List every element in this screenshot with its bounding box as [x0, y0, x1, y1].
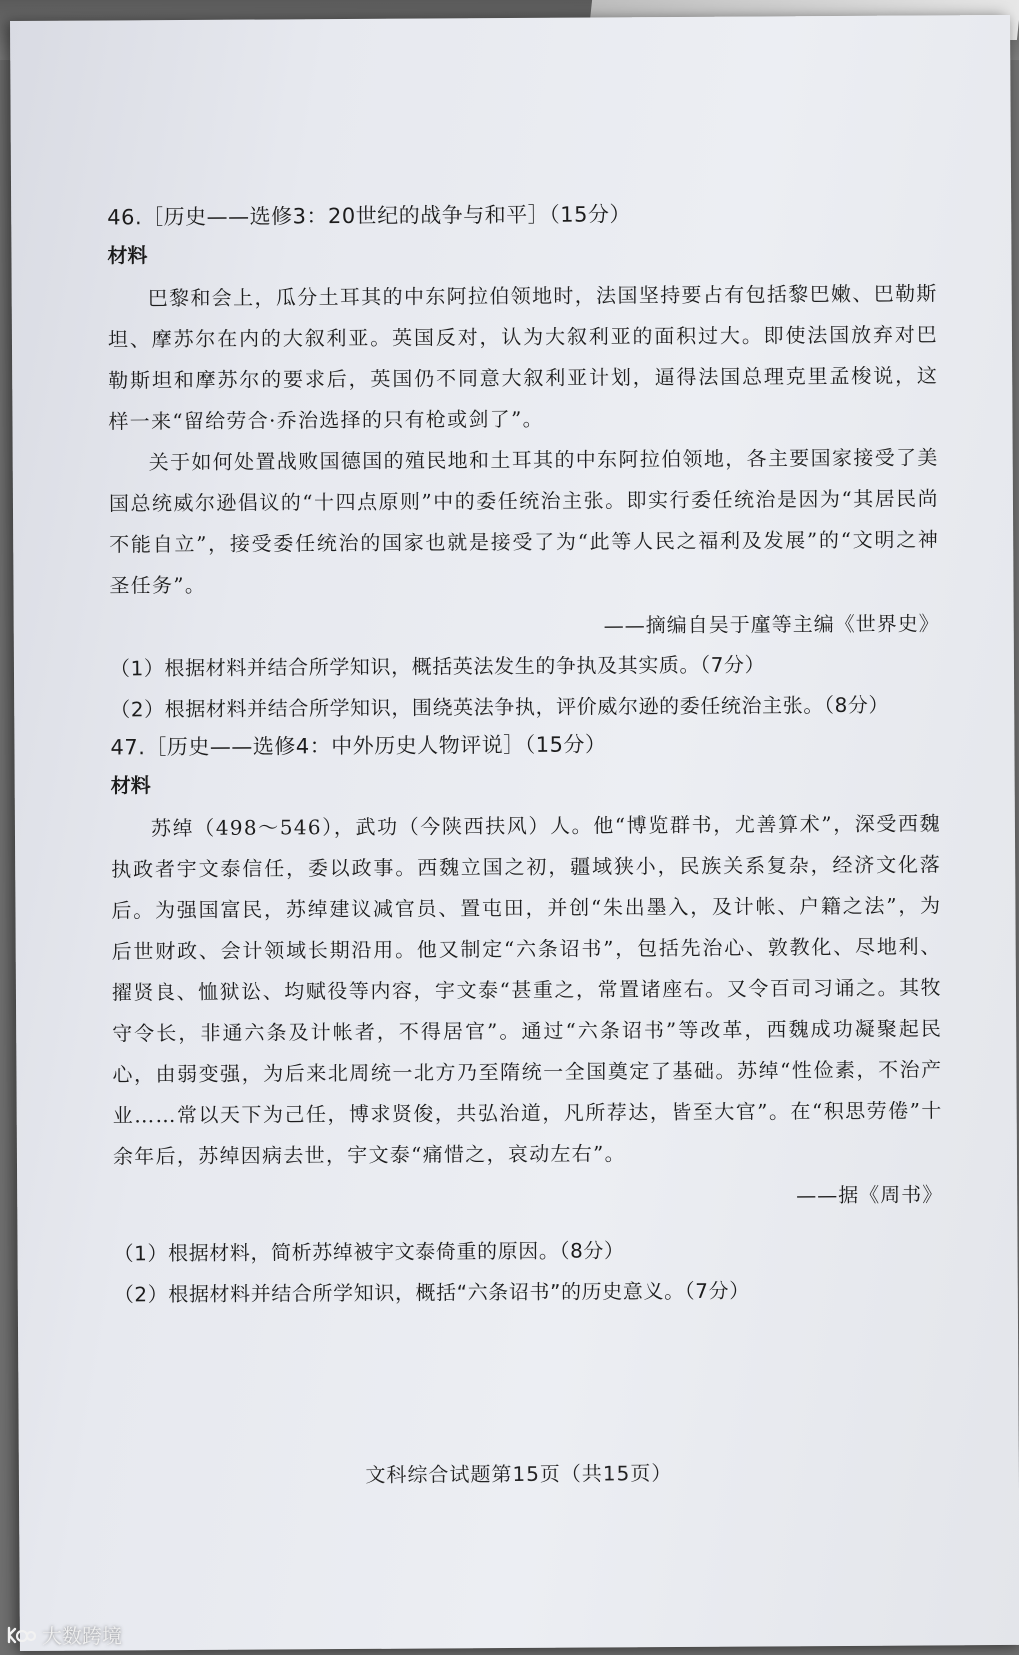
kuajing-logo-icon — [6, 1624, 36, 1646]
material-paragraph: 苏绰（498～546），武功（今陕西扶风）人。他“博览群书，尤善算术”，深受西魏执政者宇文泰信任，委以政事。西魏立国之初，疆域狭小，民族关系复杂，经济文化落后。为强国富民，苏绰建议减官员、置屯田，并创“朱出墨入，及计帐、户籍之法”，为后世财政、会计领域长期沿用。他又制定“六条诏书”，包括先治心、敦教化、尽地利、擢贤良、恤狱讼、均赋役等内容，宇文泰“甚重之，常置诸座右。又令百司习诵之。其牧守令长，非通六条及计帐者，不得居官”。通过“六条诏书”等改革，西魏成功凝聚起民心，由弱变强，为后来北周统一北方乃至隋统一全国奠定了基础。苏绰“性俭素，不治产业……常以天下为己任，博求贤俊，共弘治道，凡所荐达，皆至大官”。在“积思劳倦”十余年后，苏绰因病去世，宇文泰“痛惜之，哀动左右”。 — [111, 811, 943, 1169]
question-47 — [110, 725, 944, 1315]
question-47-part-1: （1）根据材料，简析苏绰被宇文泰倚重的原因。（8分） — [113, 1238, 625, 1266]
material-paragraph-2: 关于如何处置战败国德国的殖民地和土耳其的中东阿拉伯领地，各主要国家接受了美国总统威尔逊倡议的“十四点原则”中的委任统治主张。即实行委任统治是因为“其居民尚不能自立”，接受委任统治的国家也就是接受了为“此等人民之福利及发展”的“文明之神圣任务”。 — [108, 445, 940, 598]
exam-content — [107, 195, 944, 1315]
question-46-part-1: （1）根据材料并结合所学知识，概括英法发生的争执及其实质。（7分） — [109, 652, 766, 681]
question-47-part-2: （2）根据材料并结合所学知识，概括“六条诏书”的历史意义。（7分） — [113, 1278, 750, 1307]
material-label: 材料 — [107, 243, 148, 268]
material-paragraph-1: 巴黎和会上，瓜分土耳其的中东阿拉伯领地时，法国坚持要占有包括黎巴嫩、巴勒斯坦、摩苏尔在内的大叙利亚。英国反对，认为大叙利亚的面积过大。即使法国放弃对巴勒斯坦和摩苏尔的要求后，英国仍不同意大叙利亚计划，逼得法国总理克里孟梭说，这样一来“留给劳合·乔治选择的只有枪或剑了”。 — [107, 281, 939, 434]
question-46-heading: 46.［历史——选修3：20世纪的战争与和平］（15分） — [107, 202, 631, 230]
material-source: ——摘编自吴于廑等主编《世界史》 — [603, 611, 940, 638]
exam-paper-sheet — [10, 15, 1019, 1651]
watermark — [6, 1620, 122, 1649]
material-source: ——据《周书》 — [796, 1182, 944, 1208]
question-47-heading: 47.［历史——选修4：中外历史人物评说］（15分） — [110, 732, 607, 760]
page-footer: 文科综合试题第15页（共15页） — [365, 1461, 673, 1487]
question-46-part-2: （2）根据材料并结合所学知识，围绕英法争执，评价威尔逊的委任统治主张。（8分） — [110, 692, 890, 722]
watermark-text: 大数跨境 — [42, 1624, 122, 1648]
question-46 — [107, 195, 940, 730]
material-label: 材料 — [110, 773, 151, 798]
